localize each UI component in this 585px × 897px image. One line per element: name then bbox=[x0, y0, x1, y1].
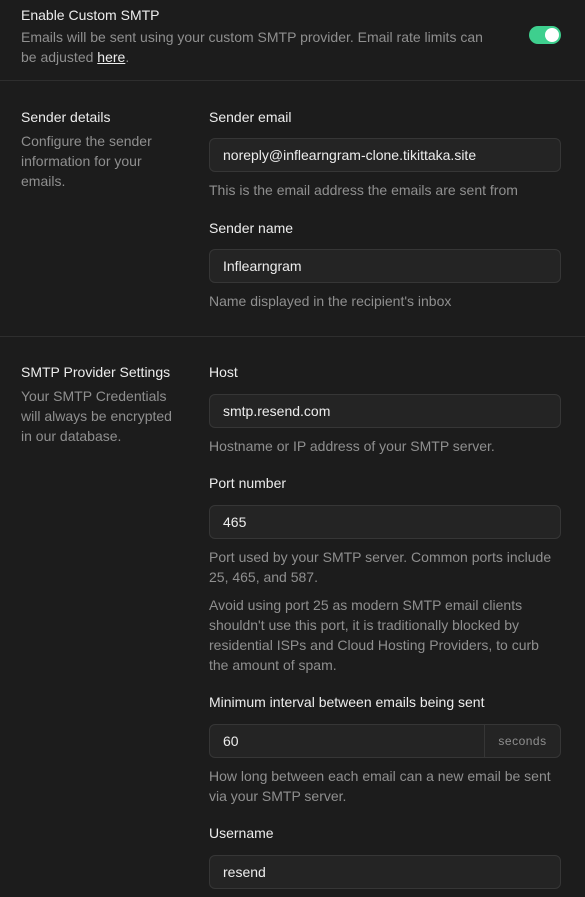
interval-input[interactable]: 60 bbox=[223, 733, 239, 749]
smtp-provider-info bbox=[21, 363, 186, 446]
interval-label: Minimum interval between emails being sent bbox=[209, 694, 485, 710]
enable-smtp-row bbox=[0, 0, 585, 81]
host-label: Host bbox=[209, 364, 238, 380]
sender-email-label: Sender email bbox=[209, 109, 292, 125]
sender-name-label: Sender name bbox=[209, 220, 294, 236]
enable-smtp-description bbox=[21, 27, 501, 67]
sender-details-title: Sender details bbox=[21, 109, 111, 125]
username-input[interactable] bbox=[209, 855, 561, 889]
host-help: Hostname or IP address of your SMTP server. bbox=[209, 438, 495, 454]
username-label: Username bbox=[209, 825, 274, 841]
sender-details-info bbox=[21, 108, 186, 191]
sender-email-help: This is the email address the emails are sent from bbox=[209, 182, 518, 198]
toggle-knob bbox=[545, 28, 559, 42]
smtp-provider-title: SMTP Provider Settings bbox=[21, 364, 171, 380]
sender-details-section bbox=[0, 81, 585, 337]
description-suffix: . bbox=[125, 49, 130, 65]
description-text: Emails will be sent using your custom SMTP provider. Email rate limits can be adjusted bbox=[21, 29, 483, 65]
smtp-provider-section bbox=[0, 337, 585, 897]
port-input[interactable] bbox=[209, 505, 561, 539]
host-input[interactable] bbox=[209, 394, 561, 428]
interval-input-group[interactable] bbox=[209, 724, 561, 758]
port-warning: Avoid using port 25 as modern SMTP email clients shouldn't use this port, it is traditionally blocked by residential ISPs and Cloud Hosting Providers, to curb the amount of spam. bbox=[209, 597, 539, 673]
sender-name-help: Name displayed in the recipient's inbox bbox=[209, 293, 452, 309]
rate-limits-link[interactable]: here bbox=[97, 49, 126, 65]
interval-unit: seconds bbox=[484, 725, 560, 757]
enable-smtp-toggle[interactable] bbox=[529, 26, 561, 44]
sender-email-input[interactable] bbox=[209, 138, 561, 172]
sender-name-input[interactable] bbox=[209, 249, 561, 283]
interval-help: How long between each email can a new email be sent via your SMTP server. bbox=[209, 768, 551, 804]
port-label: Port number bbox=[209, 475, 287, 491]
port-help: Port used by your SMTP server. Common ports include 25, 465, and 587. bbox=[209, 549, 552, 585]
sender-details-description: Configure the sender information for your emails. bbox=[21, 133, 152, 189]
smtp-provider-description: Your SMTP Credentials will always be encrypted in our database. bbox=[21, 388, 172, 444]
enable-smtp-title: Enable Custom SMTP bbox=[21, 7, 160, 23]
